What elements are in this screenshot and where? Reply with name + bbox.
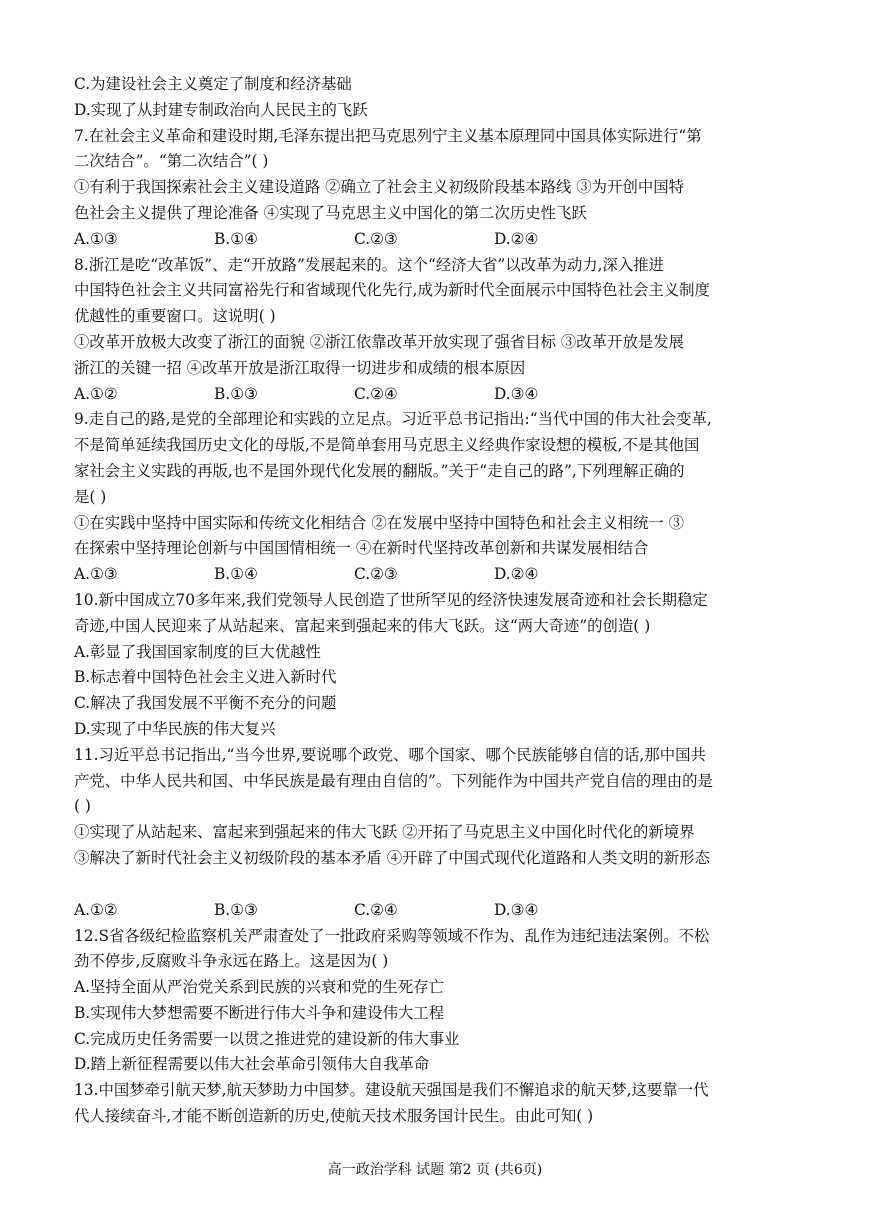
q8-stem-line: 8.浙江是吃“改革饭”、走“开放路”发展起来的。这个“经济大省”以改革为动力,深入推进 — [74, 255, 665, 274]
q12-choice-c: C.完成历史任务需要一以贯之推进党的建设新的伟大事业 — [74, 1029, 460, 1048]
q12-choice-b: B.实现伟大梦想需要不断进行伟大斗争和建设伟大工程 — [74, 1003, 445, 1022]
q9-options — [74, 562, 809, 588]
q9-option-a: A.①③ — [74, 565, 118, 584]
q11-item-line: ①实现了从站起来、富起来到强起来的伟大飞跃 ②开拓了马克思主义中国化时代化的新境界 — [74, 823, 695, 842]
page-footer: 高一政治学科 试题 第2 页 (共6页) — [327, 1162, 543, 1178]
q9-option-c: C.②③ — [354, 565, 398, 584]
q12-choice-a: A.坚持全面从严治党关系到民族的兴衰和党的生死存亡 — [74, 978, 444, 997]
q9-stem-line: 9.走自己的路,是党的全部理论和实践的立足点。习近平总书记指出:“当代中国的伟大社会变革, — [74, 410, 712, 429]
q10-choice-a: A.彰显了我国国家制度的巨大优越性 — [74, 642, 321, 661]
q7-option-d: D.②④ — [494, 229, 539, 248]
q11-item-line: ③解决了新时代社会主义初级阶段的基本矛盾 ④开辟了中国式现代化道路和人类文明的新形态 — [74, 848, 710, 867]
q9-stem-line: 不是简单延续我国历史文化的母版,不是简单套用马克思主义经典作家设想的模板,不是其他国 — [74, 436, 700, 455]
q12-stem-line: 劲不停步,反腐败斗争永远在路上。这是因为( ) — [74, 952, 389, 971]
q8-option-a: A.①② — [74, 384, 118, 403]
q8-options — [74, 382, 809, 408]
q11-stem-line: 11.习近平总书记指出,“当今世界,要说哪个政党、哪个国家、哪个民族能够自信的话,那中国共 — [74, 745, 706, 764]
blank-gap — [74, 872, 809, 898]
q7-option-a: A.①③ — [74, 229, 118, 248]
q7-stem-line: 二次结合”。“第二次结合”( ) — [74, 152, 269, 171]
q12-choice-d: D.踏上新征程需要以伟大社会革命引领伟大自我革命 — [74, 1055, 430, 1074]
exam-content — [74, 72, 809, 1130]
q11-option-c: C.②④ — [354, 900, 398, 919]
q8-stem-line: 优越性的重要窗口。这说明( ) — [74, 307, 276, 326]
q8-item-line: ①改革开放极大改变了浙江的面貌 ②浙江依靠改革开放实现了强省目标 ③改革开放是发展 — [74, 332, 685, 351]
q7-item-line: ①有利于我国探索社会主义建设道路 ②确立了社会主义初级阶段基本路线 ③为开创中国特 — [74, 178, 685, 197]
q9-item-line: ①在实践中坚持中国实际和传统文化相结合 ②在发展中坚持中国特色和社会主义相统一 ③ — [74, 513, 685, 532]
q7-options — [74, 227, 809, 253]
q11-options — [74, 898, 809, 924]
q9-item-line: 在探索中坚持理论创新与中国国情相统一 ④在新时代坚持改革创新和共谋发展相结合 — [74, 539, 649, 558]
q11-option-a: A.①② — [74, 900, 118, 919]
q9-option-d: D.②④ — [494, 565, 539, 584]
q8-item-line: 浙江的关键一招 ④改革开放是浙江取得一切进步和成绩的根本原因 — [74, 358, 526, 377]
q10-stem-line: 奇迹,中国人民迎来了从站起来、富起来到强起来的伟大飞跃。这“两大奇迹”的创造( ) — [74, 616, 651, 635]
q10-stem-line: 10.新中国成立70多年来,我们党领导人民创造了世所罕见的经济快速发展奇迹和社会长期稳定 — [74, 590, 708, 609]
q9-option-b: B.①④ — [214, 565, 258, 584]
q13-stem-line: 代人接续奋斗,才能不断创造新的历史,使航天技术服务国计民生。由此可知( ) — [74, 1107, 594, 1126]
q7-item-line: 色社会主义提供了理论准备 ④实现了马克思主义中国化的第二次历史性飞跃 — [74, 203, 587, 222]
q10-choice-d: D.实现了中华民族的伟大复兴 — [74, 719, 276, 738]
q8-stem-line: 中国特色社会主义共同富裕先行和省域现代化先行,成为新时代全面展示中国特色社会主义制度 — [74, 281, 710, 300]
q12-stem-line: 12.S省各级纪检监察机关严肃查处了一批政府采购等领域不作为、乱作为违纪违法案例。不松 — [74, 926, 710, 945]
q8-option-c: C.②④ — [354, 384, 398, 403]
q8-option-b: B.①③ — [214, 384, 258, 403]
q11-option-d: D.③④ — [494, 900, 539, 919]
q9-stem-line: 是( ) — [74, 487, 107, 506]
q7-option-c: C.②③ — [354, 229, 398, 248]
q11-option-b: B.①③ — [214, 900, 258, 919]
q6-option-d: D.实现了从封建专制政治向人民民主的飞跃 — [74, 100, 368, 119]
q11-stem-line: ( ) — [74, 797, 91, 816]
q13-stem-line: 13.中国梦牵引航天梦,航天梦助力中国梦。建设航天强国是我们不懈追求的航天梦,这要靠一代 — [74, 1081, 709, 1100]
q10-choice-b: B.标志着中国特色社会主义进入新时代 — [74, 668, 337, 687]
q11-stem-line: 产党、中华人民共和国、中华民族是最有理由自信的”。下列能作为中国共产党自信的理由的是 — [74, 771, 713, 790]
q6-option-c: C.为建设社会主义奠定了制度和经济基础 — [74, 75, 352, 93]
q7-stem-line: 7.在社会主义革命和建设时期,毛泽东提出把马克思列宁主义基本原理同中国具体实际进行“第 — [74, 126, 702, 145]
q8-option-d: D.③④ — [494, 384, 539, 403]
q7-option-b: B.①④ — [214, 229, 258, 248]
q9-stem-line: 家社会主义实践的再版,也不是国外现代化发展的翻版。”关于“走自己的路”,下列理解正确的 — [74, 461, 685, 480]
q10-choice-c: C.解决了我国发展不平衡不充分的问题 — [74, 694, 337, 713]
